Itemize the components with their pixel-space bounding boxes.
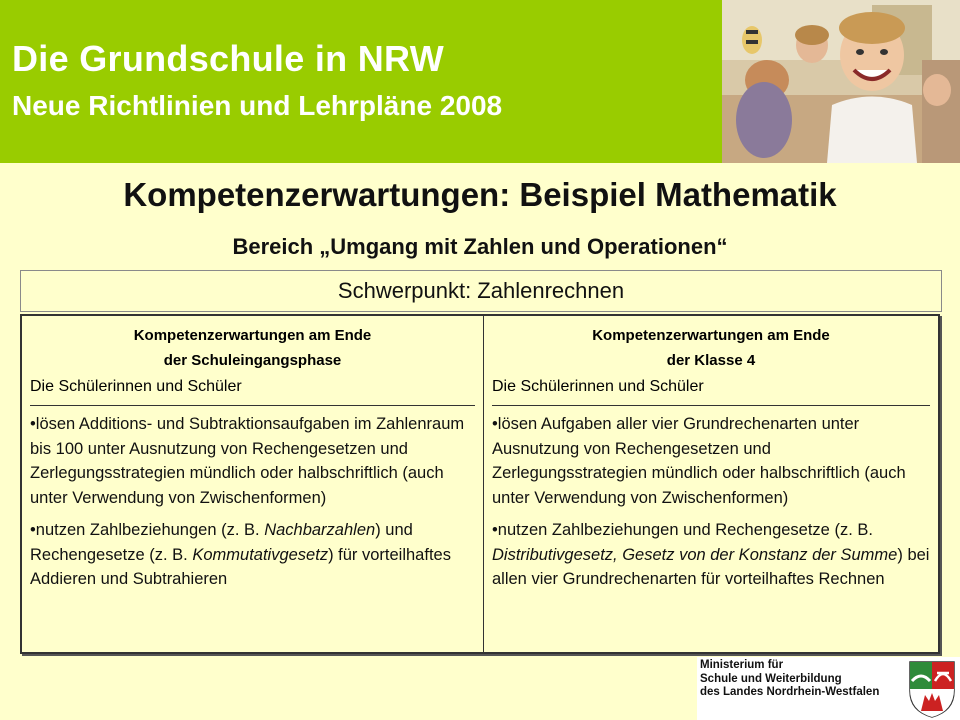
column-heading-line2: der Klasse 4 — [666, 352, 756, 369]
column-heading-line1: Kompetenzerwartungen am Ende — [592, 327, 830, 344]
area-heading: Bereich „Umgang mit Zahlen und Operationen“ — [232, 234, 728, 259]
bullet-item: •nutzen Zahlbeziehungen und Rechengesetze (z. B. Distributivgesetz, Gesetz von der Konstanz der Summe) bei allen vier Grundrechenarten für vorteilhaftes Rechnen — [492, 521, 930, 588]
focus-box — [20, 270, 942, 312]
students-label: Die Schülerinnen und Schüler — [492, 378, 704, 395]
bullet-item: •lösen Aufgaben aller vier Grundrechenarten unter Ausnutzung von Rechengesetzen und Zerlegungsstrategien mündlich oder halbschriftlich (auch unter Verwendung von Zwischenformen) — [492, 415, 906, 507]
column-heading-line2: der Schuleingangsphase — [163, 352, 342, 369]
ministry-logo — [697, 657, 960, 720]
nrw-coat-of-arms-icon — [907, 659, 957, 719]
column-header — [30, 316, 475, 406]
column-school-entry — [22, 316, 484, 652]
students-label: Die Schülerinnen und Schüler — [30, 378, 242, 395]
header-title: Die Grundschule in NRW — [12, 38, 444, 79]
classroom-photo — [722, 0, 960, 163]
column-heading-line1: Kompetenzerwartungen am Ende — [133, 327, 372, 344]
header-subtitle: Neue Richtlinien und Lehrpläne 2008 — [12, 90, 503, 121]
column-body — [30, 406, 475, 592]
ministry-name: Ministerium für Schule und Weiterbildung des Landes Nordrhein-Westfalen — [700, 659, 880, 698]
header-banner — [0, 0, 722, 163]
column-body — [492, 406, 930, 592]
main-heading: Kompetenzerwartungen: Beispiel Mathematik — [123, 176, 837, 213]
column-grade-4 — [484, 316, 938, 652]
classroom-children-photo — [722, 0, 960, 163]
column-header — [492, 316, 930, 406]
competence-table — [20, 314, 940, 654]
bullet-item: •lösen Additions- und Subtraktionsaufgaben im Zahlenraum bis 100 unter Ausnutzung von Rechengesetzen und Zerlegungsstrategien mündlich oder halbschriftlich (auch unter Verwendung von Zwischenformen) — [30, 415, 465, 507]
focus-label: Schwerpunkt: Zahlenrechnen — [337, 278, 625, 303]
bullet-item: •nutzen Zahlbeziehungen (z. B. Nachbarzahlen) und Rechengesetze (z. B. Kommutativgesetz) für vorteilhaftes Addieren und Subtrahieren — [30, 521, 451, 588]
